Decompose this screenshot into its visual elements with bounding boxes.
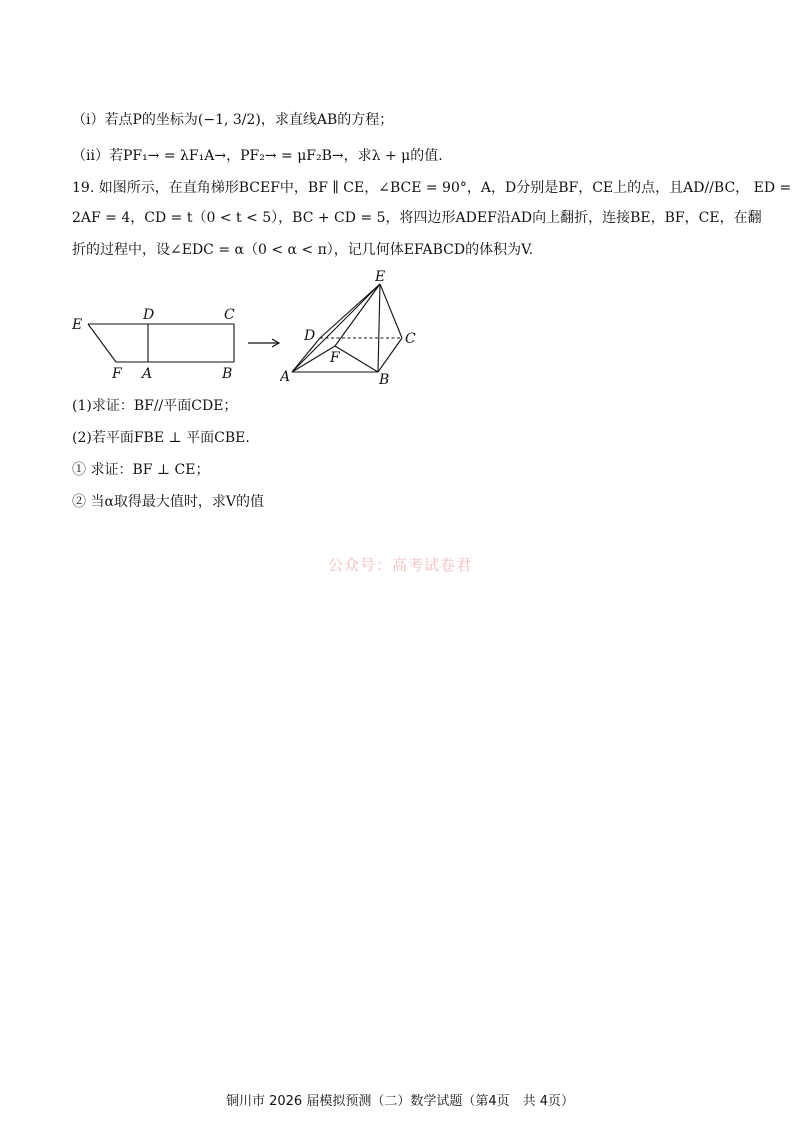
label-A: A xyxy=(142,366,153,382)
question-1: (1)求证：BF//平面CDE； xyxy=(72,398,238,414)
line-1: （i）若点P的坐标为(−1, 3/2)，求直线AB的方程； xyxy=(72,112,394,128)
label-D: D xyxy=(143,307,155,323)
figure-trapezoid xyxy=(66,300,246,385)
label-E: E xyxy=(72,317,83,333)
watermark: 公众号：高考试卷君 xyxy=(327,556,472,574)
question-2-part-1: ① 求证：BF ⊥ CE； xyxy=(72,462,210,478)
edge-EB xyxy=(378,284,380,372)
label-A: A xyxy=(280,369,291,385)
question-2-part-2: ② 当α取得最大值时，求V的值 xyxy=(72,494,265,510)
label-B: B xyxy=(379,372,390,388)
edge-ED xyxy=(320,284,380,338)
line-5: 折的过程中，设∠EDC = α（0 < α < π），记几何体EFABCD的体积为V. xyxy=(72,242,534,258)
label-F: F xyxy=(112,366,122,382)
edge-EF xyxy=(88,324,116,362)
label-D: D xyxy=(304,328,316,344)
label-B: B xyxy=(222,366,233,382)
label-C: C xyxy=(224,307,235,323)
label-E: E xyxy=(375,269,386,285)
figure-solid xyxy=(280,268,430,388)
label-F: F xyxy=(330,350,340,366)
arrow-icon xyxy=(246,336,282,350)
edge-CB xyxy=(378,338,402,372)
question-2: (2)若平面FBE ⊥ 平面CBE. xyxy=(72,430,250,446)
edge-EC xyxy=(380,284,402,338)
line-3: 19. 如图所示，在直角梯形BCEF中，BF ∥ CE，∠BCE = 90°，A，D分别是BF，CE上的点，且AD//BC， ED = xyxy=(72,180,792,196)
line-4: 2AF = 4，CD = t（0 < t < 5），BC + CD = 5，将四边形ADEF沿AD向上翻折，连接BE，BF，CE，在翻 xyxy=(72,210,762,226)
line-2: （ii）若PF₁→ = λF₁A→，PF₂→ = μF₂B→，求λ + μ的值. xyxy=(72,148,443,164)
edge-FB xyxy=(335,346,378,372)
label-C: C xyxy=(405,331,416,347)
page-footer: 铜川市 2026 届模拟预测（二）数学试题（第4页 共 4页） xyxy=(225,1094,575,1109)
edge-EF xyxy=(335,284,380,346)
